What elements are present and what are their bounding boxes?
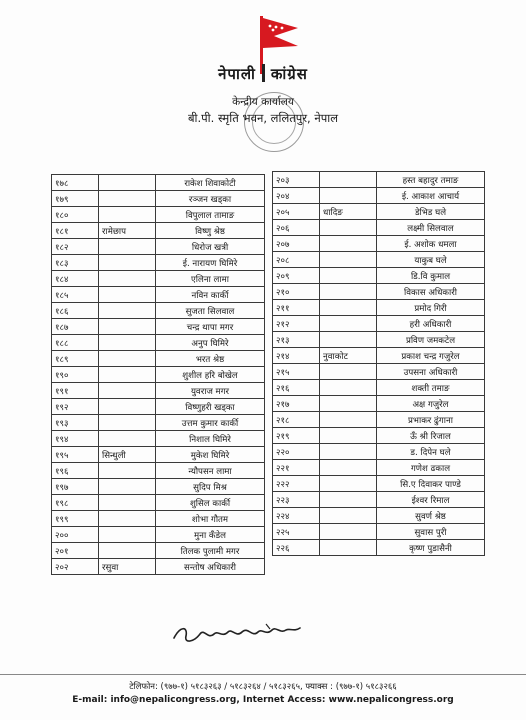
row-name: राकेश शिवाकोटी [156,175,265,191]
row-district [99,431,156,447]
row-name: सुजता सिलवाल [156,303,265,319]
row-number: १९२ [52,399,99,415]
row-district [99,399,156,415]
row-district [99,239,156,255]
row-name: हरी अधिकारी [377,316,485,332]
table-row [52,383,265,399]
row-name: रञ्जन खड्का [156,191,265,207]
row-name: सुवर्ण श्रेष्ठ [377,508,485,524]
row-name: शोभा गौतम [156,511,265,527]
row-district [320,380,377,396]
row-name: धिरोज खत्री [156,239,265,255]
row-number: २१६ [273,380,320,396]
row-number: २०६ [273,220,320,236]
row-number: १९५ [52,447,99,463]
row-district [99,543,156,559]
row-district [99,175,156,191]
row-name: याकुब घले [377,252,485,268]
row-name: सुवास पुरी [377,524,485,540]
table-row [52,351,265,367]
table-row [52,207,265,223]
table-row [273,172,485,188]
table-row [273,412,485,428]
row-number: २०९ [273,268,320,284]
row-number: २१८ [273,412,320,428]
table-row [52,335,265,351]
row-number: २०३ [273,172,320,188]
row-district [99,287,156,303]
row-number: २०७ [273,236,320,252]
row-district [320,252,377,268]
row-number: १९९ [52,511,99,527]
table-row [52,319,265,335]
row-name: डेभिड घले [377,204,485,220]
row-district [320,284,377,300]
table-row [52,191,265,207]
row-name: हस्त बहादुर तमाङ [377,172,485,188]
office-name: केन्द्रीय कार्यालय [232,96,294,108]
table-row [52,463,265,479]
org-name-part1: नेपाली [218,65,256,83]
row-district [320,444,377,460]
row-number: २१० [273,284,320,300]
row-name: ड. दिपेन घले [377,444,485,460]
row-number: १७९ [52,191,99,207]
row-name: सि.ए दिवाकर पाण्डे [377,476,485,492]
table-row [273,300,485,316]
table-row [273,220,485,236]
table-row [273,284,485,300]
table-row [52,239,265,255]
row-district: धादिङ [320,204,377,220]
row-number: १९१ [52,383,99,399]
row-number: १९४ [52,431,99,447]
row-district [320,396,377,412]
row-number: २२२ [273,476,320,492]
row-district [99,191,156,207]
row-number: २०५ [273,204,320,220]
table-row [273,396,485,412]
row-name: भरत श्रेष्ठ [156,351,265,367]
row-number: १९३ [52,415,99,431]
row-district [99,271,156,287]
table-row [52,559,265,575]
row-district [99,207,156,223]
row-district: रसुवा [99,559,156,575]
row-name: अनुप घिमिरे [156,335,265,351]
table-row [273,348,485,364]
row-name: युवराज मगर [156,383,265,399]
row-number: २२४ [273,508,320,524]
row-name: ई. नारायण घिमिरे [156,255,265,271]
row-district [99,351,156,367]
row-name: चन्द्र थापा मगर [156,319,265,335]
title-divider [262,64,265,82]
handwritten-signature-icon [170,620,310,648]
row-number: २०२ [52,559,99,575]
row-number: २०४ [273,188,320,204]
row-number: १८३ [52,255,99,271]
table-row [273,444,485,460]
row-district: सिन्धुली [99,447,156,463]
table-row [273,460,485,476]
row-name: अक्ष गजुरेल [377,396,485,412]
row-district [320,236,377,252]
row-number: १९८ [52,495,99,511]
row-name: शक्ती तमाङ [377,380,485,396]
table-row [273,236,485,252]
row-name: मुकेश घिमिरे [156,447,265,463]
row-name: विष्णु श्रेष्ठ [156,223,265,239]
row-district [320,460,377,476]
row-district [99,255,156,271]
row-number: १८८ [52,335,99,351]
table-row [52,431,265,447]
table-row [273,540,485,556]
row-name: शुसिल कार्की [156,495,265,511]
table-row [273,268,485,284]
row-district [320,220,377,236]
row-district [99,463,156,479]
table-row [273,524,485,540]
table-row [273,316,485,332]
row-district [99,383,156,399]
row-district [320,172,377,188]
table-row [273,380,485,396]
row-district [320,492,377,508]
row-number: १९६ [52,463,99,479]
table-row [273,204,485,220]
row-number: २२० [273,444,320,460]
table-row [52,399,265,415]
row-name: ई. आकाश आचार्य [377,188,485,204]
row-district: रामेछाप [99,223,156,239]
row-district [99,415,156,431]
table-row [52,255,265,271]
table-row [273,252,485,268]
row-number: २२१ [273,460,320,476]
row-name: मुना कँडेल [156,527,265,543]
table-row [52,287,265,303]
row-district [99,335,156,351]
row-district [320,316,377,332]
row-number: २१९ [273,428,320,444]
row-name: ऊँ श्री रिजाल [377,428,485,444]
row-district [320,188,377,204]
row-number: १८२ [52,239,99,255]
row-name: विपुलाल तामाङ [156,207,265,223]
row-number: १७८ [52,175,99,191]
row-district [99,303,156,319]
table-row [52,303,265,319]
row-number: २१७ [273,396,320,412]
row-number: २२३ [273,492,320,508]
row-number: १९० [52,367,99,383]
row-number: २२५ [273,524,320,540]
table-row [52,271,265,287]
row-name: ईश्वर रिमाल [377,492,485,508]
row-number: १८९ [52,351,99,367]
row-name: निशाल घिमिरे [156,431,265,447]
row-name: प्रमोद गिरी [377,300,485,316]
row-number: १८७ [52,319,99,335]
row-number: २२६ [273,540,320,556]
row-name: प्रभाकर ढुंगाना [377,412,485,428]
row-district [320,428,377,444]
row-district [320,364,377,380]
row-name: विष्णुहरी खड्का [156,399,265,415]
row-number: २१५ [273,364,320,380]
row-number: २०० [52,527,99,543]
row-name: कृष्ण पुडासैनी [377,540,485,556]
roster-table-right [272,171,485,556]
org-name-part2: कांग्रेस [270,65,308,83]
table-row [52,447,265,463]
row-name: सुदिप मिश्र [156,479,265,495]
row-number: २१३ [273,332,320,348]
row-name: उपसना अधिकारी [377,364,485,380]
table-row [52,367,265,383]
row-name: गणेश ढकाल [377,460,485,476]
office-address: बी.पी. स्मृति भवन, ललितपुर, नेपाल [187,111,339,125]
table-row [52,479,265,495]
row-district [320,332,377,348]
row-district [99,495,156,511]
table-row [52,495,265,511]
table-row [52,223,265,239]
footer-divider [0,674,526,675]
row-district [320,412,377,428]
roster-table-left [51,174,265,575]
row-number: १८४ [52,271,99,287]
org-name [0,64,526,84]
row-district [320,476,377,492]
row-name: एलिना लामा [156,271,265,287]
table-row [273,428,485,444]
row-district [99,319,156,335]
footer-phone: टेलिफोन: (९७७-१) ५१८३२६३ / ५१८३२६४ / ५१८३२६५, फ्याक्स : (९७७-१) ५१८३२६६ [129,682,397,692]
row-name: सन्तोष अधिकारी [156,559,265,575]
row-district: नुवाकोट [320,348,377,364]
row-number: २१२ [273,316,320,332]
table-row [273,188,485,204]
table-row [52,415,265,431]
row-number: १८५ [52,287,99,303]
footer-web: E-mail: info@nepalicongress.org, Internet Access: www.nepalicongress.org [72,695,454,705]
row-number: २०८ [273,252,320,268]
row-district [99,511,156,527]
table-row [52,175,265,191]
row-number: १८६ [52,303,99,319]
table-row [52,527,265,543]
row-name: ई. अशोक धमला [377,236,485,252]
row-number: १८१ [52,223,99,239]
row-name: शुशील हरि बोखेल [156,367,265,383]
row-number: २११ [273,300,320,316]
row-number: २०१ [52,543,99,559]
row-name: लक्ष्मी सिलवाल [377,220,485,236]
row-name: डि.वि कुमाल [377,268,485,284]
row-district [320,268,377,284]
row-name: प्रकाश चन्द्र गजुरेल [377,348,485,364]
table-row [273,332,485,348]
row-name: उत्तम कुमार कार्की [156,415,265,431]
row-number: १८० [52,207,99,223]
row-name: न्यौपसन लामा [156,463,265,479]
row-number: २१४ [273,348,320,364]
row-name: विकास अधिकारी [377,284,485,300]
row-number: १९७ [52,479,99,495]
table-row [52,511,265,527]
row-district [99,367,156,383]
row-name: तिलक पुलामी मगर [156,543,265,559]
table-row [273,364,485,380]
table-row [273,476,485,492]
row-district [320,508,377,524]
row-district [99,527,156,543]
row-district [320,300,377,316]
row-name: नविन कार्की [156,287,265,303]
row-district [320,524,377,540]
row-district [99,479,156,495]
table-row [52,543,265,559]
table-row [273,508,485,524]
table-row [273,492,485,508]
row-name: प्रविण जमकटेल [377,332,485,348]
row-district [320,540,377,556]
